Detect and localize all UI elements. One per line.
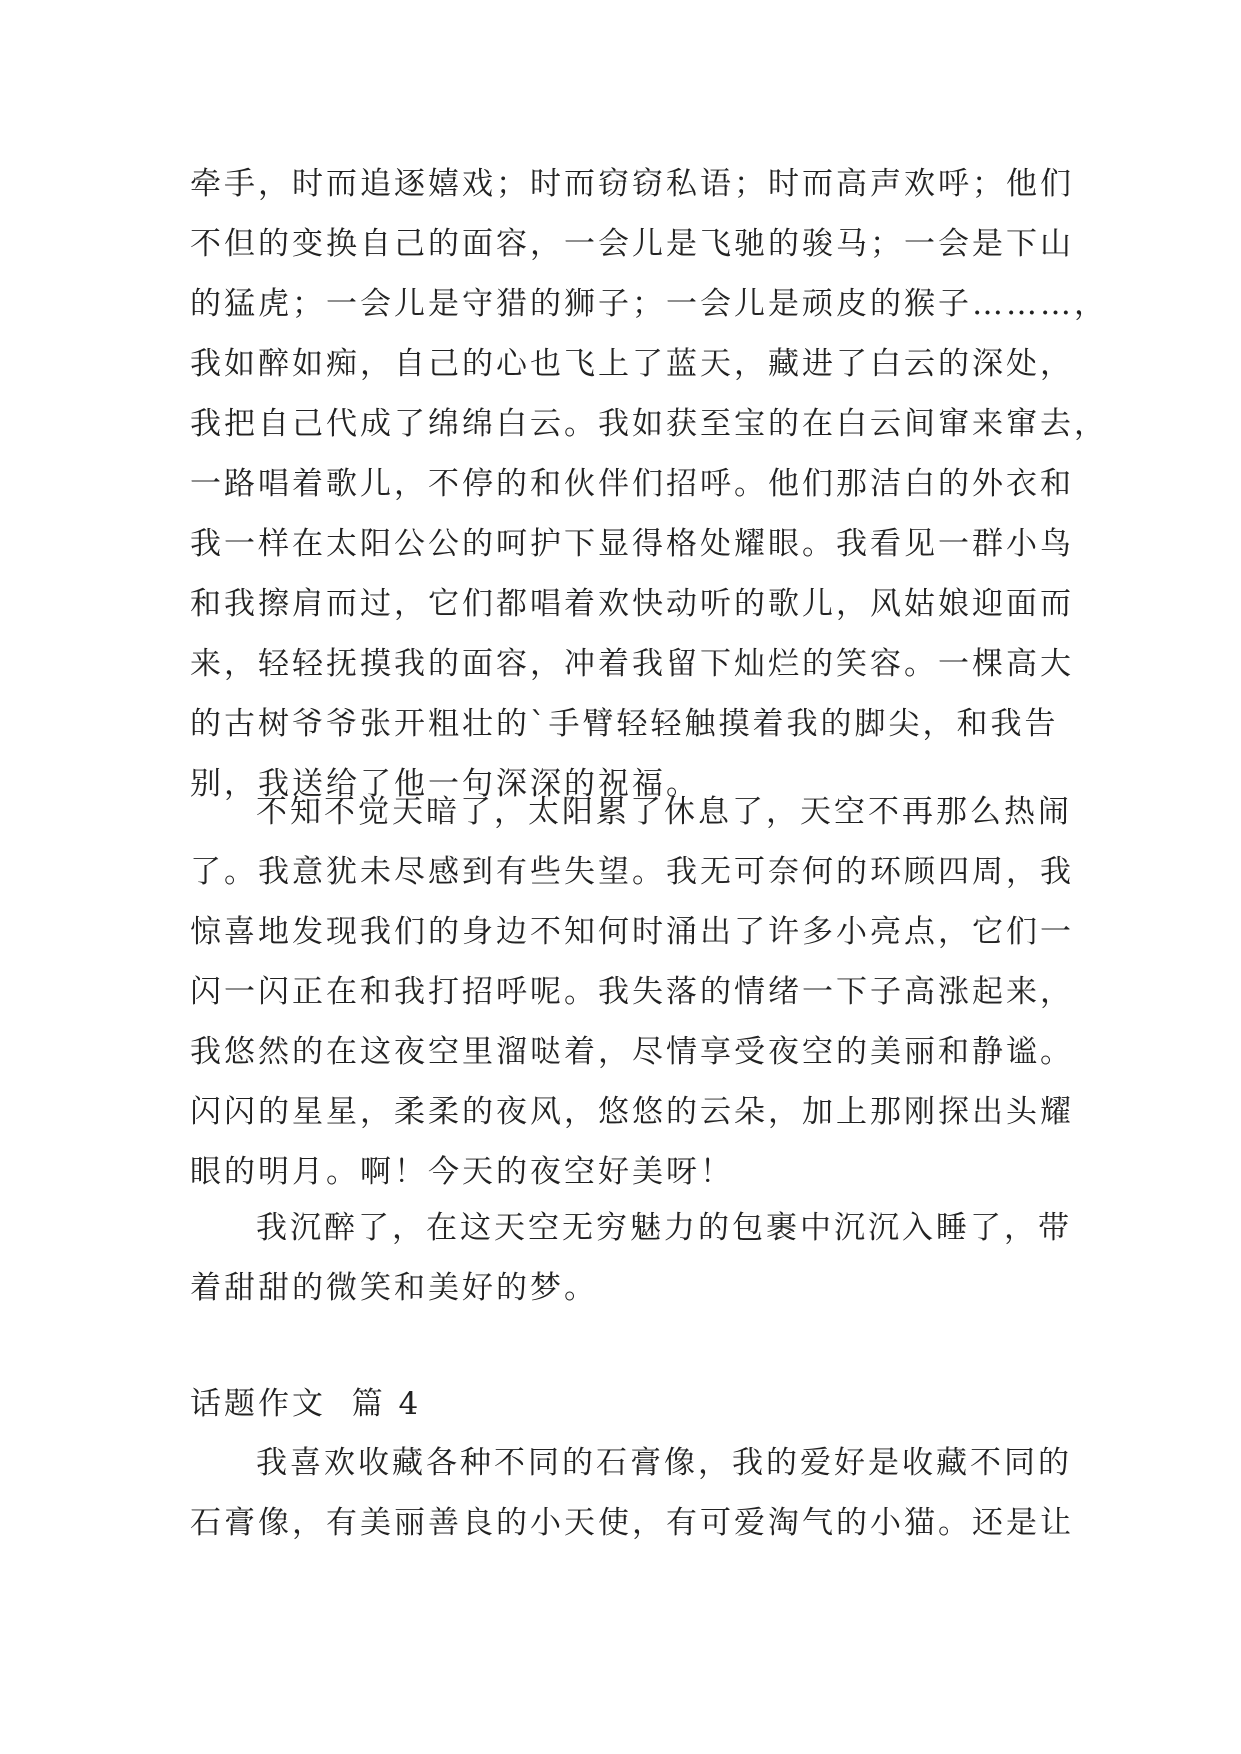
text-line: 石膏像，有美丽善良的小天使，有可爱淘气的小猫。还是让 — [190, 1505, 1074, 1541]
text-line: 闪一闪正在和我打招呼呢。我失落的情绪一下子高涨起来， — [190, 974, 1074, 1010]
text-line: 着甜甜的微笑和美好的梦。 — [190, 1270, 598, 1306]
text-line: 我一样在太阳公公的呵护下显得格处耀眼。我看见一群小鸟 — [190, 526, 1074, 562]
text-line: 一路唱着歌儿，不停的和伙伴们招呼。他们那洁白的外衣和 — [190, 466, 1074, 502]
text-line: 的猛虎；一会儿是守猎的狮子；一会儿是顽皮的猴子………， — [190, 286, 1108, 322]
text-line: 眼的明月。啊！今天的夜空好美呀！ — [190, 1154, 734, 1190]
text-line: 来，轻轻抚摸我的面容，冲着我留下灿烂的笑容。一棵高大 — [190, 646, 1074, 682]
text-line: 和我擦肩而过，它们都唱着欢快动听的歌儿，风姑娘迎面而 — [190, 586, 1074, 622]
paragraph — [190, 154, 1108, 814]
text-line: 惊喜地发现我们的身边不知何时涌出了许多小亮点，它们一 — [190, 914, 1074, 950]
text-line: 不但的变换自己的面容，一会儿是飞驰的骏马；一会是下山 — [190, 226, 1074, 262]
paragraph — [190, 782, 1074, 1202]
text-line: 我如醉如痴，自己的心也飞上了蓝天，藏进了白云的深处， — [190, 346, 1074, 382]
text-line: 我把自己代成了绵绵白云。我如获至宝的在白云间窜来窜去， — [190, 406, 1108, 442]
text-line: 我悠然的在这夜空里溜哒着，尽情享受夜空的美丽和静谧。 — [190, 1034, 1074, 1070]
paragraph — [190, 1433, 1074, 1553]
section-heading-text: 话题作文 篇 4 — [190, 1386, 422, 1422]
text-line: 我喜欢收藏各种不同的石膏像，我的爱好是收藏不同的 — [256, 1445, 1072, 1481]
text-line: 不知不觉天暗了，太阳累了休息了，天空不再那么热闹 — [256, 794, 1072, 830]
paragraph — [190, 1198, 1070, 1318]
text-line: 我沉醉了，在这天空无穷魅力的包裹中沉沉入睡了，带 — [256, 1210, 1072, 1246]
text-line: 的古树爷爷张开粗壮的`手臂轻轻触摸着我的脚尖，和我告 — [190, 706, 1059, 742]
text-line: 别，我送给了他一句深深的祝福。 — [190, 766, 700, 802]
section-heading — [190, 1374, 1070, 1434]
text-line: 闪闪的星星，柔柔的夜风，悠悠的云朵，加上那刚探出头耀 — [190, 1094, 1074, 1130]
text-line: 牵手，时而追逐嬉戏；时而窃窃私语；时而高声欢呼；他们 — [190, 166, 1074, 202]
text-line: 了。我意犹未尽感到有些失望。我无可奈何的环顾四周，我 — [190, 854, 1074, 890]
